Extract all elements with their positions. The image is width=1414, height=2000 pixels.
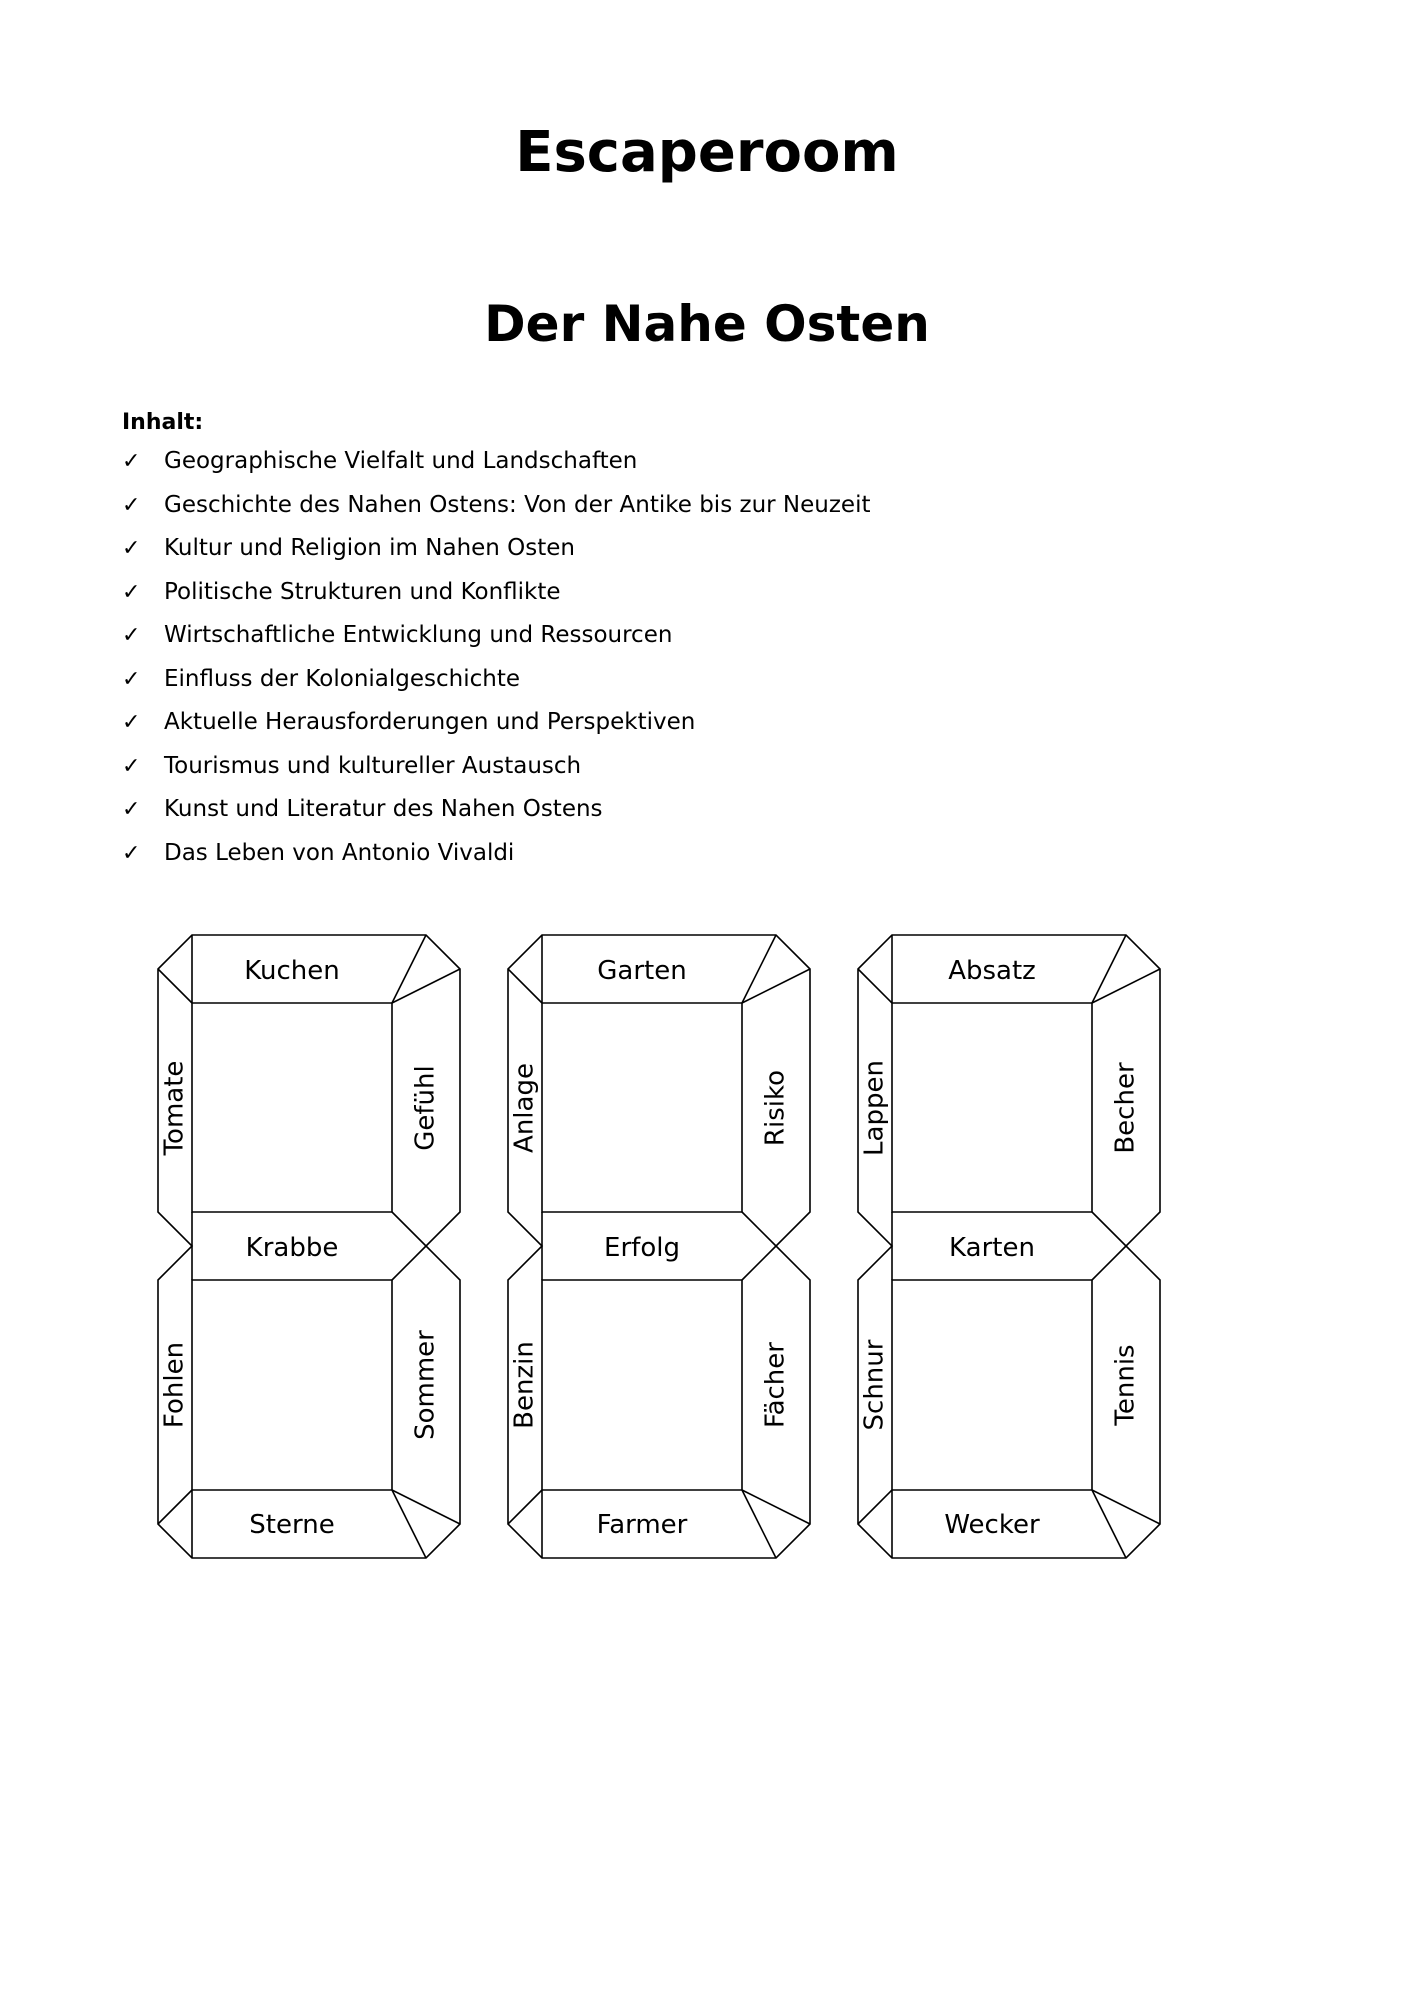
checkmark-icon: ✓ <box>122 536 141 561</box>
list-item-text: Geschichte des Nahen Ostens: Von der Antike bis zur Neuzeit <box>164 491 871 518</box>
segment-label-upper-left: Anlage <box>509 1063 540 1153</box>
segment-label-lower-right: Fächer <box>760 1342 791 1428</box>
segment-divider <box>742 969 810 1003</box>
segment-label-upper-right: Becher <box>1110 1062 1141 1154</box>
segment-divider <box>1092 1490 1126 1558</box>
segment-label-top: Kuchen <box>244 956 340 986</box>
segment-divider <box>392 1490 460 1524</box>
segment-divider <box>508 1490 542 1524</box>
segment-divider <box>392 1212 426 1246</box>
segment-divider <box>1092 935 1126 1003</box>
inner-square <box>892 1280 1092 1490</box>
segment-label-lower-left: Fohlen <box>159 1341 190 1429</box>
segment-label-lower-left: Benzin <box>509 1341 540 1429</box>
contents-heading: Inhalt: <box>122 410 204 435</box>
segment-divider <box>742 1212 776 1246</box>
checkmark-icon: ✓ <box>122 753 141 779</box>
list-item-text: Kultur und Religion im Nahen Osten <box>164 535 576 561</box>
segment-digit <box>158 935 460 1558</box>
segment-divider <box>392 1490 426 1558</box>
segment-label-middle: Erfolg <box>604 1233 680 1263</box>
segment-divider <box>1092 969 1160 1003</box>
checkmark-icon: ✓ <box>122 797 141 822</box>
segment-divider <box>158 1490 192 1524</box>
segment-label-upper-left: Tomate <box>159 1060 190 1156</box>
segment-label-lower-right: Sommer <box>410 1330 441 1440</box>
page-subtitle: Der Nahe Osten <box>484 295 930 353</box>
segment-label-middle: Krabbe <box>245 1233 339 1263</box>
segment-divider <box>742 1490 776 1558</box>
checkmark-icon: ✓ <box>122 710 141 735</box>
list-item-text: Aktuelle Herausforderungen und Perspektiven <box>164 709 696 735</box>
segment-label-top: Garten <box>597 956 687 986</box>
list-item-text: Tourismus und kultureller Austausch <box>164 752 582 779</box>
checkmark-icon: ✓ <box>122 623 141 648</box>
checkmark-icon: ✓ <box>122 579 141 605</box>
list-item-text: Politische Strukturen und Konflikte <box>164 578 561 605</box>
segment-divider <box>1092 1246 1126 1280</box>
segment-divider <box>158 969 192 1003</box>
inner-square <box>542 1280 742 1490</box>
checkmark-icon: ✓ <box>122 666 141 692</box>
checkmark-icon: ✓ <box>122 449 141 474</box>
segment-divider <box>392 935 426 1003</box>
inner-square <box>192 1003 392 1212</box>
segment-divider <box>858 1490 892 1524</box>
inner-square <box>892 1003 1092 1212</box>
list-item-text: Wirtschaftliche Entwicklung und Ressourcen <box>164 622 673 648</box>
segment-label-top: Absatz <box>948 956 1036 986</box>
segment-label-lower-left: Schnur <box>859 1339 890 1431</box>
checkmark-icon: ✓ <box>122 492 141 518</box>
list-item-text: Geographische Vielfalt und Landschaften <box>164 448 638 474</box>
segment-divider <box>1092 1490 1160 1524</box>
segment-divider <box>392 1246 426 1280</box>
segment-label-upper-right: Gefühl <box>410 1065 441 1151</box>
segment-label-lower-right: Tennis <box>1110 1344 1141 1426</box>
segment-divider <box>858 969 892 1003</box>
segment-digit <box>508 935 810 1558</box>
segment-divider <box>742 1490 810 1524</box>
segment-divider <box>1092 1212 1126 1246</box>
list-item-text: Einfluss der Kolonialgeschichte <box>164 665 521 692</box>
segment-divider <box>742 1246 776 1280</box>
list-item-text: Kunst und Literatur des Nahen Ostens <box>164 796 603 822</box>
segment-label-middle: Karten <box>949 1233 1035 1263</box>
segment-label-bottom: Sterne <box>249 1510 335 1540</box>
segment-label-upper-right: Risiko <box>760 1069 791 1147</box>
segment-label-bottom: Wecker <box>944 1510 1040 1540</box>
segment-label-upper-left: Lappen <box>859 1060 890 1156</box>
segment-digit <box>858 935 1160 1558</box>
list-item-text: Das Leben von Antonio Vivaldi <box>164 839 515 866</box>
inner-square <box>542 1003 742 1212</box>
checkmark-icon: ✓ <box>122 840 141 866</box>
segment-label-bottom: Farmer <box>596 1510 688 1540</box>
segment-divider <box>508 969 542 1003</box>
inner-square <box>192 1280 392 1490</box>
page-title: Escaperoom <box>515 120 899 185</box>
segment-divider <box>392 969 460 1003</box>
segment-divider <box>742 935 776 1003</box>
